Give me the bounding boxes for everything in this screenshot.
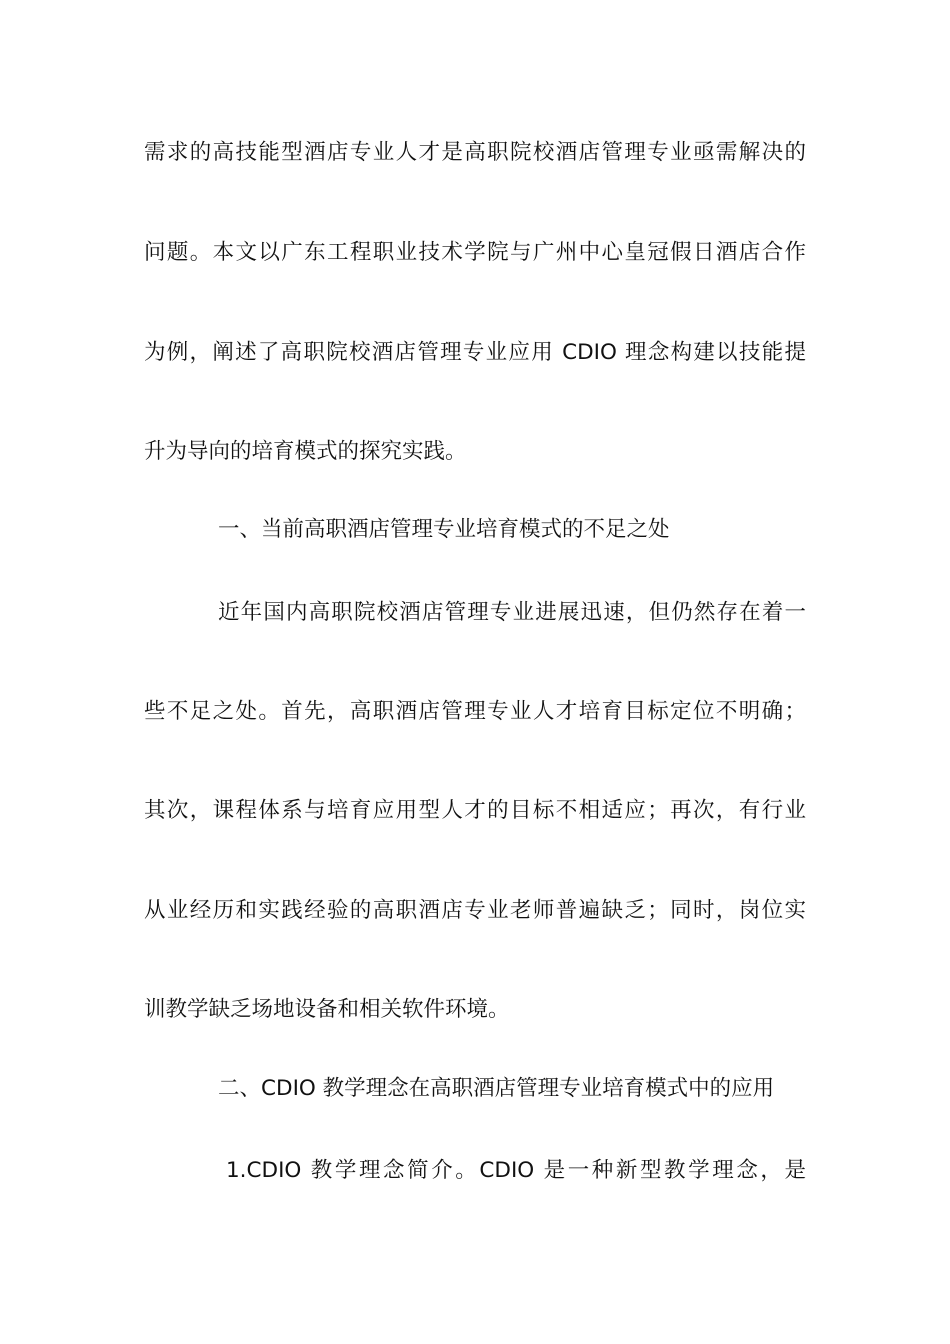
paragraph-line-6: 些不足之处。首先，高职酒店管理专业人才培育目标定位不明确；: [144, 699, 806, 724]
paragraph-line-5: 近年国内高职院校酒店管理专业进展迅速，但仍然存在着一: [218, 600, 806, 625]
section-heading-1: 一、当前高职酒店管理专业培育模式的不足之处: [218, 517, 670, 542]
section-heading-2: 二、CDIO 教学理念在高职酒店管理专业培育模式中的应用: [218, 1076, 775, 1101]
paragraph-line-4: 升为导向的培育模式的探究实践。: [144, 439, 467, 464]
paragraph-line-10: 1.CDIO 教学理念简介。CDIO 是一种新型教学理念，是: [226, 1158, 806, 1183]
paragraph-line-9: 训教学缺乏场地设备和相关软件环境。: [144, 997, 510, 1022]
paragraph-line-3: 为例，阐述了高职院校酒店管理专业应用 CDIO 理念构建以技能提: [144, 340, 806, 365]
paragraph-line-8: 从业经历和实践经验的高职酒店专业老师普遍缺乏；同时，岗位实: [144, 898, 806, 923]
paragraph-line-2: 问题。本文以广东工程职业技术学院与广州中心皇冠假日酒店合作: [144, 240, 806, 265]
paragraph-line-7: 其次，课程体系与培育应用型人才的目标不相适应；再次，有行业: [144, 798, 806, 823]
paragraph-line-1: 需求的高技能型酒店专业人才是高职院校酒店管理专业亟需解决的: [144, 140, 806, 165]
